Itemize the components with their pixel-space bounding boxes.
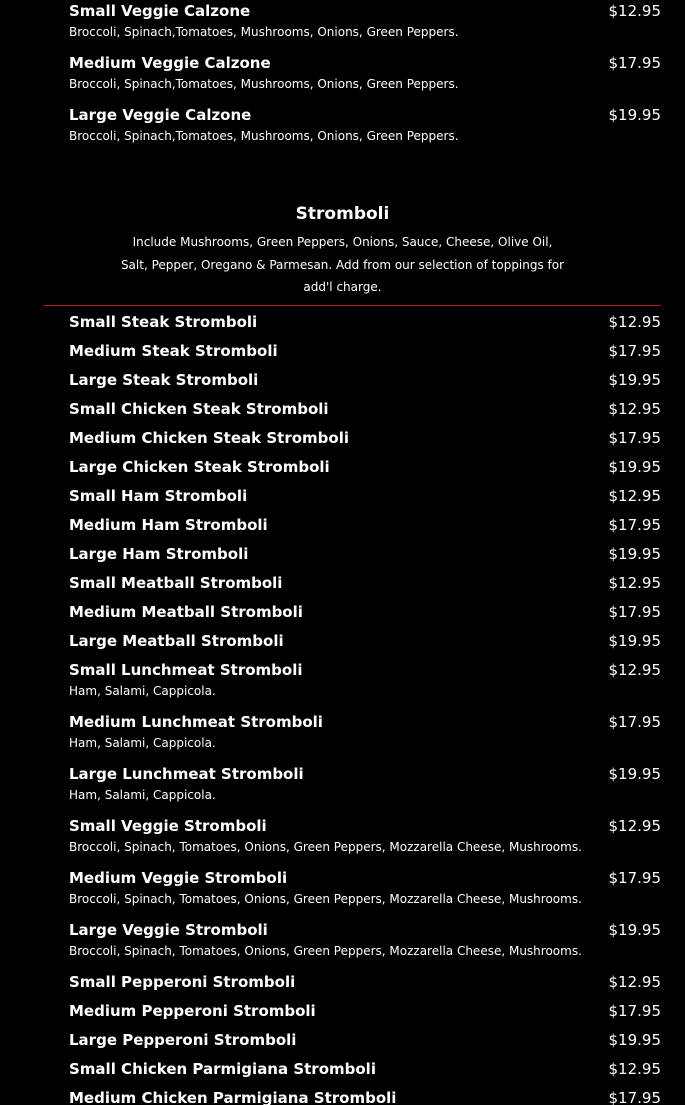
- item-name: Large Meatball Stromboli: [69, 631, 284, 650]
- item-name: Small Meatball Stromboli: [69, 573, 283, 592]
- menu-item[interactable]: [0, 1, 685, 53]
- item-price: $17.95: [608, 1088, 661, 1105]
- item-price: $19.95: [608, 1030, 661, 1049]
- item-description: Broccoli, Spinach, Tomatoes, Onions, Green Peppers, Mozzarella Cheese, Mushrooms.: [69, 839, 582, 854]
- menu-item[interactable]: [0, 602, 685, 631]
- item-price: $17.95: [608, 602, 661, 621]
- item-name: Medium Chicken Steak Stromboli: [69, 428, 349, 447]
- menu-item[interactable]: [0, 312, 685, 341]
- menu-item[interactable]: [0, 457, 685, 486]
- item-name: Small Veggie Calzone: [69, 2, 251, 20]
- item-description: Ham, Salami, Cappicola.: [69, 787, 216, 802]
- menu-item[interactable]: [0, 1001, 685, 1030]
- item-name: Medium Veggie Calzone: [69, 54, 271, 72]
- item-description: Broccoli, Spinach,Tomatoes, Mushrooms, Onions, Green Peppers.: [69, 129, 459, 143]
- item-description: Broccoli, Spinach, Tomatoes, Onions, Green Peppers, Mozzarella Cheese, Mushrooms.: [69, 891, 582, 906]
- item-price: $19.95: [608, 370, 661, 389]
- item-name: Small Veggie Stromboli: [69, 816, 267, 835]
- item-description: Broccoli, Spinach,Tomatoes, Mushrooms, Onions, Green Peppers.: [69, 25, 459, 39]
- item-description: Broccoli, Spinach,Tomatoes, Mushrooms, Onions, Green Peppers.: [69, 77, 459, 91]
- menu-item[interactable]: [0, 341, 685, 370]
- item-name: Large Lunchmeat Stromboli: [69, 764, 304, 783]
- item-description: Ham, Salami, Cappicola.: [69, 735, 216, 750]
- item-price: $17.95: [608, 868, 661, 887]
- menu-item[interactable]: [0, 868, 685, 920]
- menu-item[interactable]: [0, 764, 685, 816]
- item-price: $17.95: [608, 712, 661, 731]
- item-price: $12.95: [608, 660, 661, 679]
- menu-item[interactable]: [0, 573, 685, 602]
- section-title: Stromboli: [295, 204, 390, 224]
- item-price: $19.95: [608, 631, 661, 650]
- item-price: $12.95: [608, 816, 661, 835]
- menu-item[interactable]: [0, 428, 685, 457]
- item-name: Medium Ham Stromboli: [69, 515, 268, 534]
- menu-item[interactable]: [0, 1030, 685, 1059]
- item-name: Large Veggie Calzone: [69, 106, 252, 124]
- stromboli-list: [0, 306, 685, 1105]
- menu-item[interactable]: [0, 486, 685, 515]
- item-price: $12.95: [608, 2, 661, 20]
- item-name: Small Chicken Parmigiana Stromboli: [69, 1059, 376, 1078]
- section-divider: [44, 305, 661, 306]
- item-name: Medium Chicken Parmigiana Stromboli: [69, 1088, 397, 1105]
- item-price: $19.95: [608, 764, 661, 783]
- menu-item[interactable]: [0, 631, 685, 660]
- item-price: $19.95: [608, 457, 661, 476]
- item-price: $17.95: [608, 341, 661, 360]
- item-name: Large Chicken Steak Stromboli: [69, 457, 330, 476]
- item-price: $12.95: [608, 1059, 661, 1078]
- item-price: $19.95: [608, 544, 661, 563]
- item-price: $19.95: [608, 106, 661, 124]
- item-name: Medium Meatball Stromboli: [69, 602, 303, 621]
- menu-item[interactable]: [0, 1088, 685, 1105]
- item-price: $12.95: [608, 399, 661, 418]
- menu-item[interactable]: [0, 105, 685, 157]
- item-name: Large Steak Stromboli: [69, 370, 259, 389]
- menu-item[interactable]: [0, 920, 685, 972]
- item-description: Ham, Salami, Cappicola.: [69, 683, 216, 698]
- item-name: Medium Pepperoni Stromboli: [69, 1001, 316, 1020]
- menu-item[interactable]: [0, 399, 685, 428]
- item-name: Large Pepperoni Stromboli: [69, 1030, 297, 1049]
- item-name: Medium Lunchmeat Stromboli: [69, 712, 323, 731]
- item-name: Medium Veggie Stromboli: [69, 868, 288, 887]
- item-name: Large Ham Stromboli: [69, 544, 249, 563]
- item-name: Small Ham Stromboli: [69, 486, 248, 505]
- item-name: Small Steak Stromboli: [69, 312, 258, 331]
- item-price: $12.95: [608, 573, 661, 592]
- stromboli-section-header: [0, 203, 685, 299]
- item-price: $17.95: [608, 515, 661, 534]
- item-price: $17.95: [608, 1001, 661, 1020]
- item-price: $19.95: [608, 920, 661, 939]
- item-price: $12.95: [608, 972, 661, 991]
- item-price: $12.95: [608, 312, 661, 331]
- calzone-list: [0, 0, 685, 157]
- menu-item[interactable]: [0, 972, 685, 1001]
- item-price: $12.95: [608, 486, 661, 505]
- section-description: Include Mushrooms, Green Peppers, Onions, Sauce, Cheese, Olive Oil, Salt, Pepper, Oregano & Parmesan. Add from our selection of toppings for add'l charge.: [120, 235, 565, 294]
- item-name: Medium Steak Stromboli: [69, 341, 278, 360]
- item-name: Small Pepperoni Stromboli: [69, 972, 296, 991]
- menu-item[interactable]: [0, 660, 685, 712]
- menu-item[interactable]: [0, 515, 685, 544]
- item-price: $17.95: [608, 54, 661, 72]
- menu-item[interactable]: [0, 712, 685, 764]
- item-name: Large Veggie Stromboli: [69, 920, 268, 939]
- menu-item[interactable]: [0, 816, 685, 868]
- item-name: Small Lunchmeat Stromboli: [69, 660, 303, 679]
- item-description: Broccoli, Spinach, Tomatoes, Onions, Green Peppers, Mozzarella Cheese, Mushrooms.: [69, 943, 582, 958]
- menu-item[interactable]: [0, 370, 685, 399]
- menu-item[interactable]: [0, 1059, 685, 1088]
- menu-item[interactable]: [0, 544, 685, 573]
- item-name: Small Chicken Steak Stromboli: [69, 399, 329, 418]
- item-price: $17.95: [608, 428, 661, 447]
- menu-item[interactable]: [0, 53, 685, 105]
